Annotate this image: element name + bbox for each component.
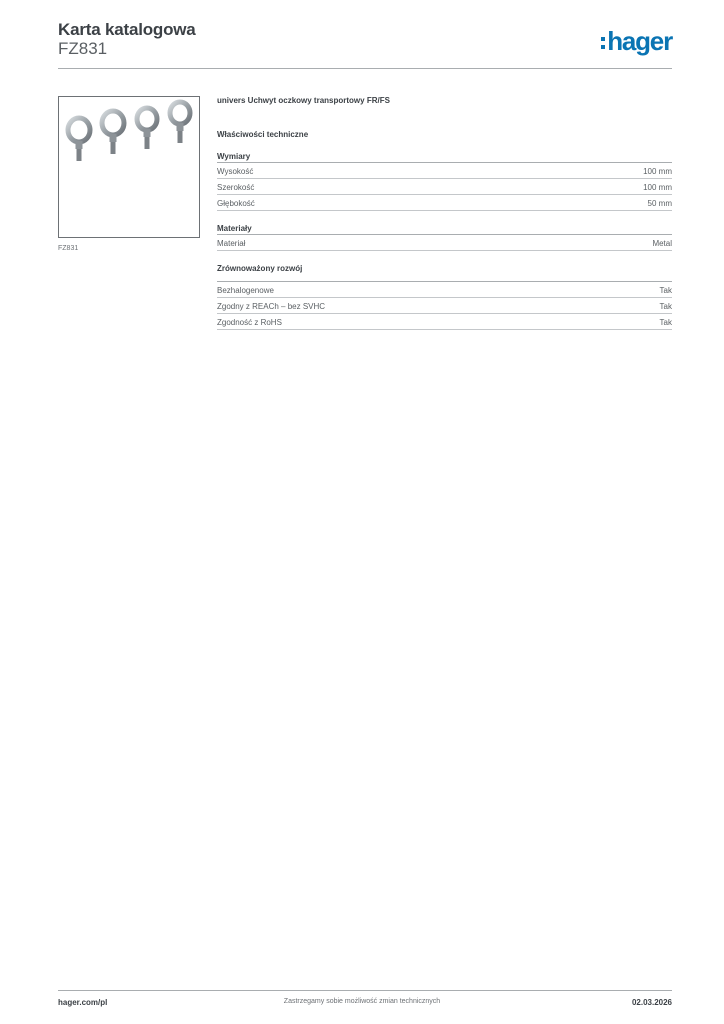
product-code: FZ831 <box>58 39 108 58</box>
product-title: univers Uchwyt oczkowy transportowy FR/FS <box>217 96 390 105</box>
table-row <box>217 282 672 298</box>
row-label: Materiał <box>217 238 246 248</box>
table-row <box>217 195 672 211</box>
row-label: Zgodność z RoHS <box>217 317 282 327</box>
image-caption: FZ831 <box>58 245 79 252</box>
row-value: 50 mm <box>647 198 672 208</box>
footer-divider <box>58 990 672 991</box>
row-value: Metal <box>652 238 672 248</box>
row-label: Zgodny z REACh – bez SVHC <box>217 301 326 311</box>
row-label: Wysokość <box>217 166 254 176</box>
footer-disclaimer: Zastrzegamy sobie możliwość zmian technicznych <box>283 998 441 1005</box>
logo-colon-icon <box>601 37 605 49</box>
group-materials <box>217 223 672 251</box>
row-value: 100 mm <box>643 182 672 192</box>
table-row <box>217 179 672 195</box>
footer-website-link[interactable]: hager.com/pl <box>58 998 108 1007</box>
row-value: Tak <box>659 317 672 327</box>
group-dimensions <box>217 151 672 211</box>
footer-date: 02.03.2026 <box>631 998 672 1007</box>
eye-bolt-3 <box>137 108 157 149</box>
row-value: 100 mm <box>643 166 672 176</box>
row-value: Tak <box>659 301 672 311</box>
table-row <box>217 163 672 179</box>
logo-text: hager <box>607 26 672 56</box>
product-image <box>58 96 200 238</box>
eye-bolt-2 <box>102 111 124 154</box>
row-label: Bezhalogenowe <box>217 285 274 295</box>
hager-logo[interactable] <box>601 26 672 56</box>
row-label: Szerokość <box>217 182 255 192</box>
row-label: Głębokość <box>217 198 255 208</box>
technical-properties-heading: Właściwości techniczne <box>217 130 309 139</box>
table-row <box>217 235 672 251</box>
eye-bolt-1 <box>68 118 90 161</box>
group-title: Materiały <box>217 223 672 235</box>
document-title: Karta katalogowa <box>58 20 196 39</box>
eye-bolt-4 <box>170 102 190 143</box>
group-sustainability <box>217 263 672 330</box>
header-divider <box>58 68 672 69</box>
group-title: Wymiary <box>217 151 672 163</box>
table-row <box>217 298 672 314</box>
eye-bolt-set-icon <box>59 97 199 237</box>
group-title: Zrównoważony rozwój <box>217 263 672 282</box>
table-row <box>217 314 672 330</box>
row-value: Tak <box>659 285 672 295</box>
product-details <box>217 96 672 330</box>
